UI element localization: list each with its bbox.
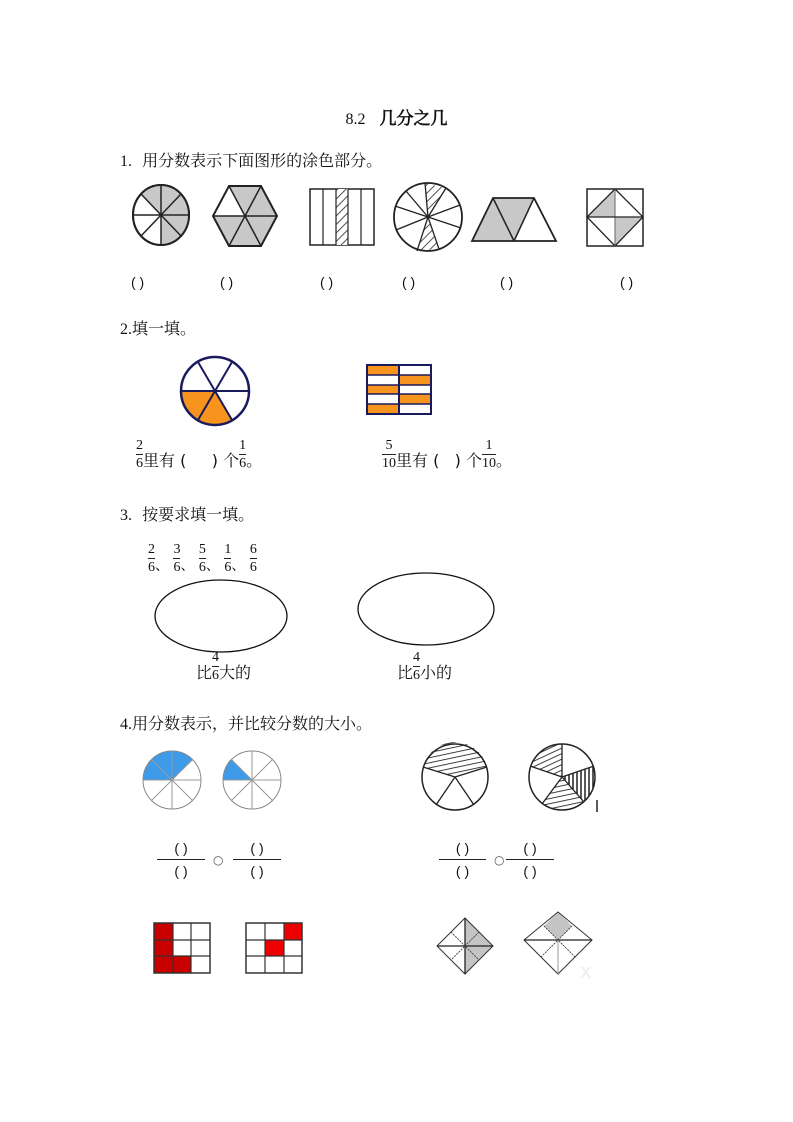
q4-right-fraction-b[interactable]: ( ) ( ) xyxy=(506,840,554,879)
q1-circle-tenths xyxy=(394,183,462,251)
q1-blank-1[interactable]: ( ) xyxy=(131,274,145,290)
q4-hatched-circle-2 xyxy=(529,744,597,812)
q3-fraction-list: $\frac{2}{6}$ 、 $\frac{3}{6}$ 、 $\frac{5}{6}$ 、 $\frac{1}{6}$ 、 $\frac{6}{6}$ xyxy=(148,542,257,575)
q3-ellipse-greater[interactable] xyxy=(155,580,287,652)
q4-left-compare-circle[interactable]: ○ xyxy=(213,853,224,867)
section-number: 8.2 xyxy=(345,111,366,128)
q4-right-compare-circle[interactable]: ○ xyxy=(494,853,505,867)
q4-blue-circle-2 xyxy=(223,751,281,809)
q4-right-fraction-a[interactable]: ( ) ( ) xyxy=(439,840,486,879)
q1-trapezoid xyxy=(472,198,556,241)
fraction: $\frac{3}{6}$ xyxy=(173,542,181,575)
question-1-prompt: 1. 用分数表示下面图形的涂色部分。 xyxy=(120,151,383,170)
q1-rectangle-strips xyxy=(310,189,374,245)
q2-left-blank[interactable]: ( ) xyxy=(180,451,219,470)
fraction: $\frac{1}{6}$ xyxy=(239,438,247,471)
fraction: $\frac{4}{6}$ xyxy=(413,650,421,683)
q4-hatched-circle-1 xyxy=(422,742,488,810)
q1-blank-2[interactable]: ( ) xyxy=(220,274,234,290)
q4-left-fraction-b[interactable]: ( ) ( ) xyxy=(233,840,281,879)
fraction: $\frac{5}{6}$ xyxy=(198,542,206,575)
svg-text:x: x xyxy=(580,959,592,983)
fraction: $\frac{6}{6}$ xyxy=(249,542,257,575)
q4-red-grid-1 xyxy=(154,923,210,973)
fraction: $\frac{4}{6}$ xyxy=(212,650,220,683)
q2-right-blank[interactable]: ( ) xyxy=(433,451,461,470)
q1-blank-3[interactable]: ( ) xyxy=(320,274,334,290)
q1-blank-6[interactable]: ( ) xyxy=(620,274,634,290)
fraction: $\frac{1}{6}$ xyxy=(224,542,232,575)
q1-blank-4[interactable]: ( ) xyxy=(402,274,416,290)
section-title: 几分之几 xyxy=(379,109,448,129)
q3-label-less: 比 $\frac{4}{6}$ 小的 xyxy=(397,650,453,683)
fraction: $\frac{5}{10}$ xyxy=(382,438,396,471)
question-4-prompt: 4.用分数表示，并比较分数的大小。 xyxy=(120,714,373,733)
question-3-prompt: 3. 按要求填一填。 xyxy=(120,505,255,524)
q4-diamond-2 xyxy=(524,912,592,983)
question-2-prompt: 2.填一填。 xyxy=(120,319,197,338)
q4-left-fraction-a[interactable]: ( ) ( ) xyxy=(157,840,205,879)
q1-square-diamond xyxy=(587,189,643,246)
q1-hexagon xyxy=(213,186,277,246)
q1-circle-eighths xyxy=(133,185,189,245)
q2-bar-grid xyxy=(367,365,431,414)
q2-right-sentence: $\frac{5}{10}$ 里有 ( ) 个 $\frac{1}{10}$ 。 xyxy=(382,438,512,471)
fraction: $\frac{2}{6}$ xyxy=(148,542,155,575)
q2-circle-sixths xyxy=(181,357,249,425)
q1-blank-5[interactable]: ( ) xyxy=(500,274,514,290)
q2-left-sentence: $\frac{2}{6}$ 里有 ( ) 个 $\frac{1}{6}$ 。 xyxy=(136,438,263,471)
q4-diamond-1 xyxy=(437,918,493,974)
q3-ellipse-less[interactable] xyxy=(358,573,494,645)
q4-blue-circle-1 xyxy=(143,751,201,809)
fraction: $\frac{2}{6}$ xyxy=(136,438,143,471)
q4-red-grid-2 xyxy=(246,923,302,973)
q3-label-greater: 比 $\frac{4}{6}$ 大的 xyxy=(196,650,252,683)
fraction: $\frac{1}{10}$ xyxy=(481,438,496,471)
